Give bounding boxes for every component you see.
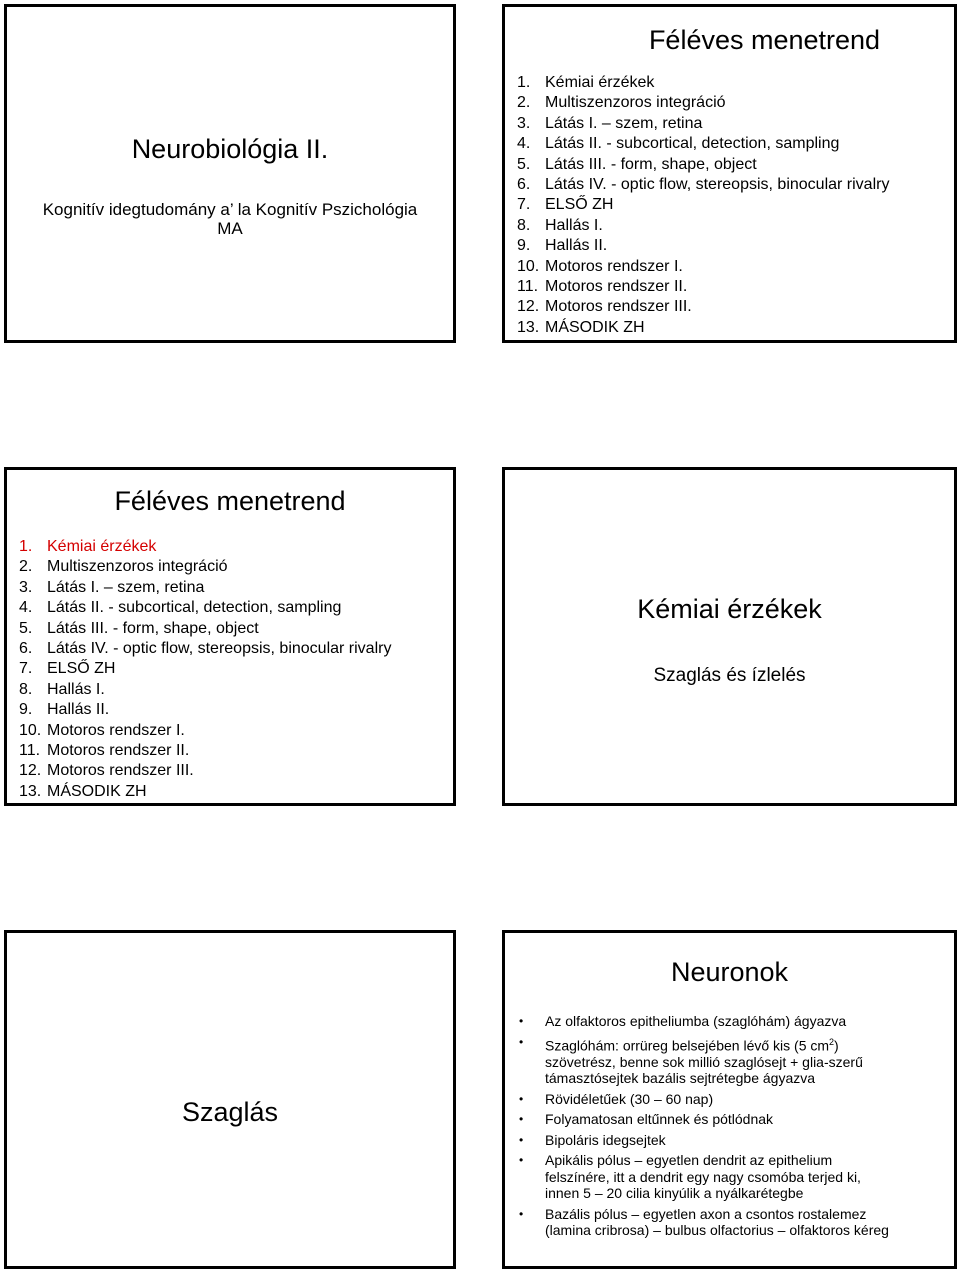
course-subtitle-line2: MA bbox=[217, 219, 243, 238]
schedule-item: 6. Látás IV. - optic flow, stereopsis, binocular rivalry bbox=[517, 176, 890, 194]
schedule-item: 11. Motoros rendszer II. bbox=[19, 742, 190, 760]
slide-heading: Neuronok bbox=[670, 957, 789, 987]
schedule-item: 9. Hallás II. bbox=[517, 237, 608, 255]
schedule-item: 9. Hallás II. bbox=[19, 701, 110, 719]
schedule-item: 12. Motoros rendszer III. bbox=[19, 762, 194, 780]
slide-section-olfaction bbox=[4, 930, 456, 1269]
schedule-item: 5. Látás III. - form, shape, object bbox=[517, 155, 757, 173]
schedule-item: 6. Látás IV. - optic flow, stereopsis, binocular rivalry bbox=[19, 640, 392, 658]
schedule-item: 11. Motoros rendszer II. bbox=[517, 278, 688, 296]
slide-title bbox=[4, 4, 456, 343]
schedule-heading: Féléves menetrend bbox=[114, 486, 346, 516]
schedule-item: 2. Multiszenzoros integráció bbox=[19, 558, 228, 576]
bullet-item: • Folyamatosan eltűnnek és pótlódnak bbox=[519, 1111, 774, 1128]
slide-schedule-highlighted bbox=[4, 467, 456, 806]
course-subtitle-line1: Kognitív idegtudomány a’ la Kognitív Pszichológia bbox=[42, 200, 418, 219]
bullet-item: • Az olfaktoros epitheliumba (szaglóhám) ágyazva bbox=[519, 1013, 847, 1029]
bullet-icon: • bbox=[519, 1153, 524, 1168]
schedule-item: 13. MÁSODIK ZH bbox=[19, 782, 147, 800]
schedule-item: 2. Multiszenzoros integráció bbox=[517, 94, 726, 112]
bullet-icon: • bbox=[519, 1132, 524, 1147]
schedule-item: 4. Látás II. - subcortical, detection, sampling bbox=[517, 135, 840, 153]
section-title: Kémiai érzékek bbox=[637, 594, 822, 624]
slide-neurons bbox=[502, 930, 957, 1269]
schedule-item: 3. Látás I. – szem, retina bbox=[19, 578, 205, 596]
schedule-list bbox=[19, 537, 391, 802]
schedule-item: 12. Motoros rendszer III. bbox=[517, 298, 692, 316]
bullet-list bbox=[519, 1013, 929, 1243]
schedule-item: 10. Motoros rendszer I. bbox=[517, 257, 683, 275]
bullet-icon: • bbox=[519, 1034, 524, 1049]
slide-section-chemical-senses bbox=[502, 467, 957, 806]
bullet-icon: • bbox=[519, 1091, 524, 1106]
bullet-icon: • bbox=[519, 1206, 524, 1221]
bullet-item: • Bipoláris idegsejtek bbox=[519, 1131, 666, 1148]
bullet-item: • Rövidéletűek (30 – 60 nap) bbox=[519, 1090, 714, 1107]
slide-schedule bbox=[502, 4, 957, 343]
schedule-item: 7. ELSŐ ZH bbox=[517, 196, 614, 214]
schedule-item-active: 1. Kémiai érzékek bbox=[19, 538, 157, 555]
bullet-item: • Apikális pólus – egyetlen dendrit az epithelium felszínére, itt a dendrit egy nagy csomóba terjed ki, innen 5 – 20 cilia kinyúlik a nyálkarétegbe bbox=[519, 1152, 861, 1202]
course-title: Neurobiológia II. bbox=[131, 134, 329, 164]
bullet-item: • Szaglóhám: orrüreg belsejében lévő kis (5 $cm^2$) szövetrész, benne sok millió szaglósejt + glia-szerű támasztósejtek bazális sejtrétegbe ágyazva bbox=[519, 1034, 863, 1087]
schedule-item: 3. Látás I. – szem, retina bbox=[517, 114, 703, 132]
schedule-item: 4. Látás II. - subcortical, detection, sampling bbox=[19, 599, 342, 617]
section-subtitle: Szaglás és ízlelés bbox=[653, 665, 806, 686]
schedule-item: 5. Látás III. - form, shape, object bbox=[19, 619, 259, 637]
bullet-icon: • bbox=[519, 1014, 524, 1028]
schedule-item: 7. ELSŐ ZH bbox=[19, 660, 116, 678]
section-title: Szaglás bbox=[181, 1097, 279, 1127]
schedule-list bbox=[517, 73, 889, 338]
schedule-heading: Féléves menetrend bbox=[648, 25, 881, 55]
schedule-item: 1. Kémiai érzékek bbox=[517, 74, 655, 91]
schedule-item: 10. Motoros rendszer I. bbox=[19, 721, 185, 739]
bullet-icon: • bbox=[519, 1112, 524, 1127]
schedule-item: 13. MÁSODIK ZH bbox=[517, 318, 645, 336]
schedule-item: 8. Hallás I. bbox=[517, 216, 603, 234]
schedule-item: 8. Hallás I. bbox=[19, 680, 105, 698]
bullet-item: • Bazális pólus – egyetlen axon a csontos rostalemez (lamina cribrosa) – bulbus olfactorius – olfaktoros kéreg bbox=[519, 1205, 889, 1239]
